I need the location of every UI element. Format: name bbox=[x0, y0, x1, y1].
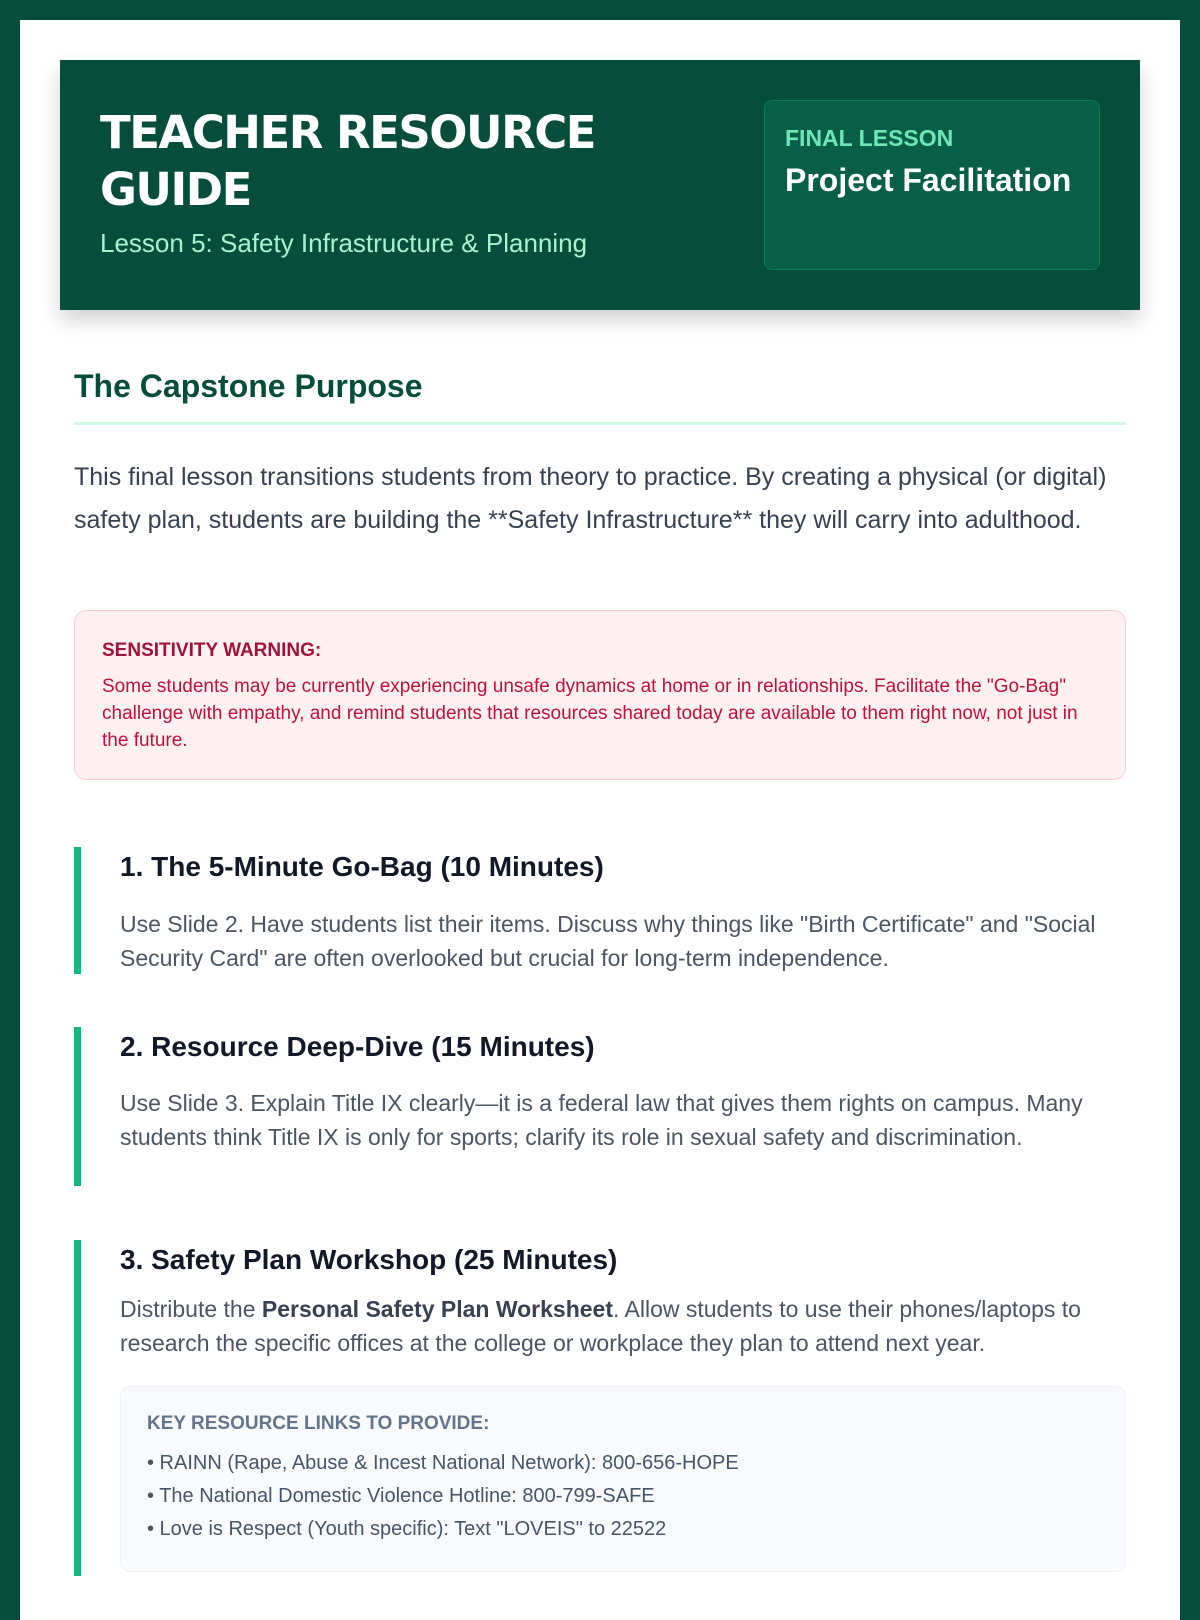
warning-label: SENSITIVITY WARNING: bbox=[102, 640, 322, 661]
badge-label: FINAL LESSON bbox=[785, 125, 954, 151]
step-text: Use Slide 2. Have students list their items. Discuss why things like "Birth Certificate" and "Social Security Card" are often overlooked but crucial for long-term independence. bbox=[120, 911, 1096, 971]
warning-text: Some students may be currently experiencing unsafe dynamics at home or in relationships. Facilitate the "Go-Bag" challenge with empathy, and remind students that resources shared today are available to them right now, not just in the future. bbox=[102, 676, 1078, 751]
resources-label: KEY RESOURCE LINKS TO PROVIDE: bbox=[147, 1413, 490, 1434]
step-resource-deep-dive bbox=[74, 1027, 1083, 1186]
step-title: 3. Safety Plan Workshop (25 Minutes) bbox=[120, 1244, 618, 1275]
step-text: Use Slide 3. Explain Title IX clearly—it is a federal law that gives them rights on campus. Many students think Title IX is only for sports; clarify its role in sexual safety and discrimination. bbox=[120, 1090, 1083, 1150]
page-title: TEACHER RESOURCE GUIDE bbox=[100, 106, 596, 216]
resource-links-box bbox=[120, 1386, 1126, 1572]
step-text-start: Distribute the bbox=[120, 1296, 262, 1322]
step-go-bag bbox=[74, 847, 1096, 974]
step-text bbox=[120, 1292, 1120, 1360]
sensitivity-warning bbox=[74, 610, 1126, 780]
header-banner bbox=[60, 60, 1140, 310]
resource-item: • Love is Respect (Youth specific): Text "LOVEIS" to 22522 bbox=[147, 1518, 667, 1540]
document-page bbox=[20, 20, 1180, 1620]
badge-title: Project Facilitation bbox=[785, 162, 1072, 198]
worksheet-name: Personal Safety Plan Worksheet bbox=[261, 1296, 614, 1322]
intro-paragraph: This final lesson transitions students from theory to practice. By creating a physical (or digital) safety plan, students are building the **Safety Infrastructure** they will carry into adulthood. bbox=[74, 463, 1107, 534]
resource-item: • The National Domestic Violence Hotline: 800-799-SAFE bbox=[147, 1485, 655, 1507]
step-text-end: . Allow students to use their phones/laptops to research the specific offices at the college or workplace they plan to attend next year. bbox=[120, 1296, 1081, 1356]
section-divider bbox=[74, 422, 1126, 425]
section-title: The Capstone Purpose bbox=[74, 368, 423, 404]
lesson-subtitle: Lesson 5: Safety Infrastructure & Planning bbox=[100, 228, 588, 258]
step-title: 2. Resource Deep-Dive (15 Minutes) bbox=[120, 1031, 595, 1062]
lesson-badge-card bbox=[764, 100, 1100, 270]
resource-item: • RAINN (Rape, Abuse & Incest National Network): 800-656-HOPE bbox=[147, 1452, 739, 1474]
step-safety-plan-workshop bbox=[74, 1240, 1081, 1576]
step-title: 1. The 5-Minute Go-Bag (10 Minutes) bbox=[120, 851, 604, 882]
